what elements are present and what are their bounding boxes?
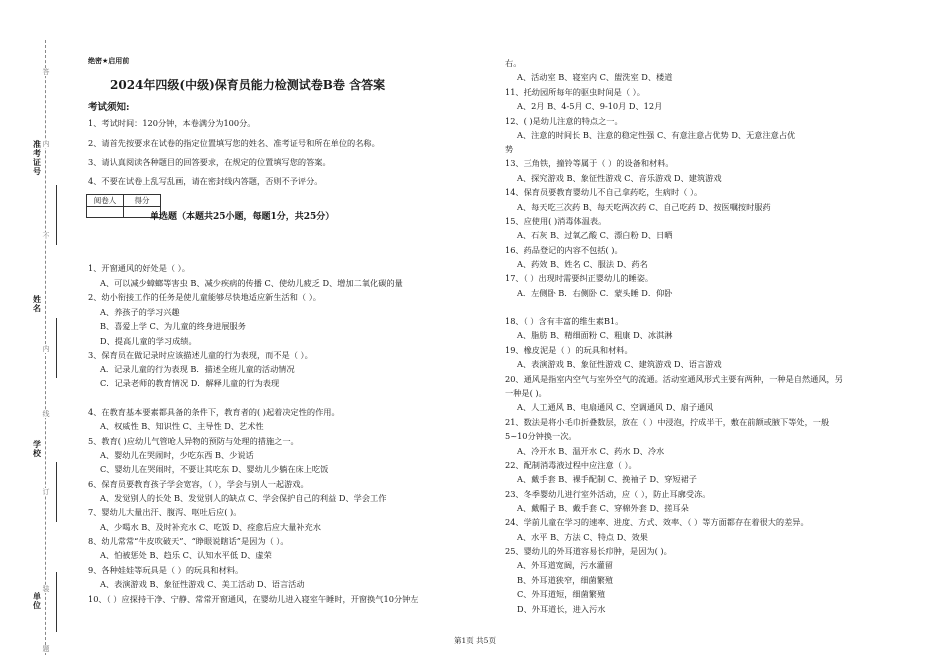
question-line: A、婴幼儿在哭闹时，少吃东西 B、少说话 [100,450,254,460]
exam-number-label: 准考证号 [33,140,41,176]
question-line: 25、婴幼儿的外耳道容易长疖肿，是因为( )。 [505,546,672,556]
seal-mark: 题 [42,645,50,653]
question-line: 19、橡皮泥是（ ）的玩具和材料。 [505,345,633,355]
secret-label: 绝密★启用前 [88,57,130,65]
seal-mark: 答 [42,68,50,76]
question-line: 12、( )是幼儿注意的特点之一。 [505,116,623,126]
question-line: 17、（ ）出现时需要纠正婴幼儿的睡姿。 [505,273,654,283]
question-line: A、表演游戏 B、象征性游戏 C、建筑游戏 D、语言游戏 [517,359,722,369]
question-line: 5、教育( )应幼儿气管呛人异物的预防与处理的措施之一。 [88,436,299,446]
question-line: A、养孩子的学习兴趣 [100,307,180,317]
question-line: A、活动室 B、寝室内 C、盥洗室 D、楼道 [517,72,673,82]
grader-cell[interactable] [87,207,124,218]
question-line: 2、幼小衔接工作的任务是使儿童能够尽快地适应新生活和（ ）。 [88,292,321,302]
name-label: 姓名 [33,295,41,313]
question-line: 21、数法是将小毛巾折叠数层，放在（ ）中浸泡，拧成半干，敷在前额或腋下等处，一般 [505,417,830,427]
question-line: A．记录儿童的行为表现 B．描述全班儿童的活动情况 [100,364,295,374]
notice-item: 4、不要在试卷上乱写乱画，请在密封线内答题，否则不予评分。 [88,176,323,186]
question-line: C、外耳道短，细菌繁殖 [517,589,606,599]
notice-item: 1、考试时间：120分钟，本卷满分为100分。 [88,118,256,128]
seal-mark: 内 [42,140,50,148]
question-line: 23、冬季婴幼儿进行室外活动，应（ ），防止耳廓受冻。 [505,489,711,499]
exam-number-blank[interactable] [56,185,57,245]
question-line: A、每天吃三次药 B、每天吃两次药 C、自己吃药 D、按医嘱按时服药 [517,202,771,212]
question-line: 24、学前儿童在学习的速率、进度、方式、效率、（ ）等方面都存在着很大的差异。 [505,517,809,527]
question-line: 11、托幼园所每年的驱虫时间是（ ）。 [505,87,645,97]
question-line: B、外耳道狭窄，细菌繁殖 [517,575,614,585]
question-line: A、石灰 B、过氧乙酸 C、漂白粉 D、日晒 [517,230,673,240]
question-line: A、人工通风 B、电扇通风 C、空调通风 D、扇子通风 [517,402,714,412]
question-line: A、脂肪 B、精细面粉 C、粗康 D、冰淇淋 [517,330,673,340]
question-line: 22、配制消毒液过程中应注意（ ）。 [505,460,637,470]
question-line: A、探究游戏 B、象征性游戏 C、音乐游戏 D、建筑游戏 [517,173,722,183]
question-line: 20、通风是指室内空气与室外空气的流通。活动室通风形式主要有两种，一种是自然通风，另 [505,374,843,384]
section-title: 单选题（本题共25小题，每题1分，共25分） [150,212,335,222]
page-footer: 第1页 共5页 [454,636,496,645]
question-line: A．左侧卧 B．右侧卧 C．蒙头睡 D．仰卧 [517,288,673,298]
school-blank[interactable] [56,462,57,522]
question-line: D、外耳道长，进入污水 [517,604,606,614]
grader-header: 阅卷人 [87,195,124,207]
question-line: 9、各种娃娃等玩具是（ ）的玩具和材料。 [88,565,244,575]
question-line: 18、（ ）含有丰富的维生素B1。 [505,316,624,326]
seal-mark: 线 [42,410,50,418]
question-line: 8、幼儿常常“牛皮吹破天”、“睁眼说瞎话”是因为（ ）。 [88,536,289,546]
question-line: A、注意的时间长 B、注意的稳定性强 C、有意注意占优势 D、无意注意占优 [517,130,796,140]
question-line: 15、应使用( )消毒体温表。 [505,216,607,226]
question-line: A、冷开水 B、温开水 C、药水 D、冷水 [517,446,665,456]
question-line: 势 [505,144,514,154]
question-line: C．记录老师的教育情况 D．解释儿童的行为表现 [100,378,280,388]
question-line: 13、三角铁，撞铃等属于（ ）的设备和材料。 [505,158,674,168]
question-line: 4、在教育基本要素都具备的条件下，教育者的( )起着决定性的作用。 [88,407,340,417]
question-line: A、药效 B、姓名 C、服法 D、药名 [517,259,648,269]
question-line: 6、保育员要教育孩子学会宽容，（ ），学会与别人一起游戏。 [88,479,309,489]
question-line: A、可以减少蟑螂等害虫 B、减少疾病的传播 C、使幼儿疲乏 D、增加二氧化碳的量 [100,278,403,288]
question-line: 右。 [505,58,522,68]
question-line: A、水平 B、方法 C、特点 D、效果 [517,532,648,542]
notice-heading: 考试须知: [88,102,130,113]
question-line: 3、保育员在做记录时应该描述儿童的行为表现，而不是（ ）。 [88,350,313,360]
question-line: 14、保育员要教育婴幼儿不自己拿药吃，生病时（ ）。 [505,187,703,197]
binding-margin [0,0,72,671]
question-line: A、外耳道宽阔，污水灌留 [517,560,613,570]
question-line: B、喜爱上学 C、为儿童的终身进展服务 [100,321,246,331]
unit-blank[interactable] [56,572,57,632]
unit-label: 单位 [33,592,41,610]
school-label: 学校 [33,440,41,458]
question-line: 5~10分钟换一次。 [505,431,577,441]
question-line: A、权威性 B、知识性 C、主导性 D、艺术性 [100,421,264,431]
question-line: A、少喝水 B、及时补充水 C、吃饭 D、痊愈后应大量补充水 [100,522,321,532]
question-line: A、2月 B、4-5月 C、9-10月 D、12月 [517,101,663,111]
question-line: 16、药品登记的内容不包括( )。 [505,245,623,255]
question-line: 一种是( )。 [505,388,547,398]
question-line: A、戴手套 B、裸手配制 C、挽袖子 D、穿短裙子 [517,474,697,484]
question-line: 10、（ ）应探持干净、宁静、常常开窗通风，在婴幼儿进入寝室午睡时，开窗换气10分钟左 [88,594,419,604]
question-line: 7、婴幼儿大量出汗、腹泻、呕吐后应( )。 [88,507,242,517]
name-blank[interactable] [56,318,57,378]
notice-item: 3、请认真阅读各种题目的回答要求，在规定的位置填写您的答案。 [88,157,331,167]
score-header: 得分 [124,195,161,207]
question-line: D、提高儿童的学习成绩。 [100,336,197,346]
notice-item: 2、请首先按要求在试卷的指定位置填写您的姓名、准考证号和所在单位的名称。 [88,138,380,148]
question-line: A、发觉别人的长处 B、发觉别人的缺点 C、学会保护自己的利益 D、学会工作 [100,493,387,503]
question-line: C、婴幼儿在哭闹时，不要让其吃东 D、婴幼儿少躺在床上吃饭 [100,464,329,474]
question-line: A、戴帽子 B、戴手套 C、穿棉外套 D、搓耳朵 [517,503,689,513]
page-title: 2024年四级(中级)保育员能力检测试卷B卷 含答案 [110,78,386,92]
seal-mark: 装 [42,585,50,593]
question-line: A、怕被惩处 B、趋乐 C、认知水平低 D、虚荣 [100,550,272,560]
seal-mark: 订 [42,488,50,496]
seal-mark: 内 [42,345,50,353]
seal-mark: 不 [42,232,50,240]
question-line: A、表演游戏 B、象征性游戏 C、美工活动 D、语言活动 [100,579,305,589]
question-line: 1、开窗通风的好处是（ ）。 [88,263,190,273]
